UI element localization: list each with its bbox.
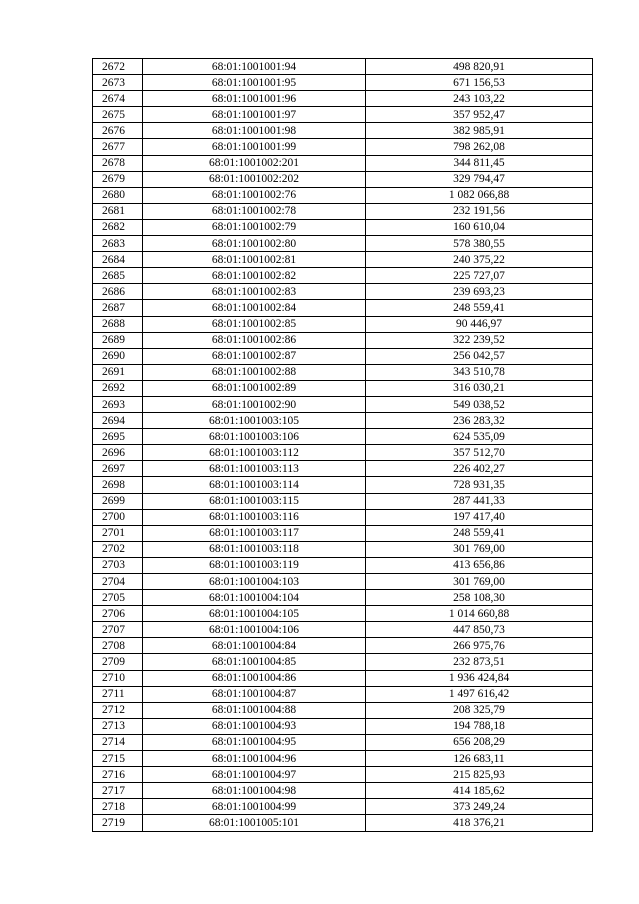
cadastral-value-cell: 343 510,78: [366, 364, 593, 380]
cadastral-number-cell: 68:01:1001002:202: [143, 171, 366, 187]
row-number-cell: 2681: [93, 203, 143, 219]
cadastral-value-cell: 240 375,22: [366, 252, 593, 268]
cadastral-number-cell: 68:01:1001001:95: [143, 75, 366, 91]
table-row: [93, 525, 593, 541]
table-row: [93, 541, 593, 557]
cadastral-number-cell: 68:01:1001004:95: [143, 734, 366, 750]
table-row: [93, 268, 593, 284]
cadastral-number-cell: 68:01:1001004:104: [143, 590, 366, 606]
table-row: [93, 493, 593, 509]
cadastral-number-cell: 68:01:1001002:201: [143, 155, 366, 171]
cadastral-number-cell: 68:01:1001004:103: [143, 574, 366, 590]
row-number-cell: 2719: [93, 815, 143, 831]
cadastral-number-cell: 68:01:1001002:76: [143, 187, 366, 203]
cadastral-number-cell: 68:01:1001002:83: [143, 284, 366, 300]
row-number-cell: 2700: [93, 509, 143, 525]
row-number-cell: 2684: [93, 252, 143, 268]
cadastral-number-cell: 68:01:1001004:96: [143, 751, 366, 767]
table-row: [93, 364, 593, 380]
table-row: [93, 284, 593, 300]
cadastral-value-cell: 322 239,52: [366, 332, 593, 348]
table-row: [93, 670, 593, 686]
cadastral-value-cell: 656 208,29: [366, 734, 593, 750]
cadastral-number-cell: 68:01:1001001:99: [143, 139, 366, 155]
row-number-cell: 2676: [93, 123, 143, 139]
table-row: [93, 171, 593, 187]
cadastral-number-cell: 68:01:1001002:84: [143, 300, 366, 316]
row-number-cell: 2673: [93, 75, 143, 91]
cadastral-value-cell: 498 820,91: [366, 59, 593, 75]
cadastral-value-cell: 160 610,04: [366, 219, 593, 235]
cadastral-value-cell: 197 417,40: [366, 509, 593, 525]
cadastral-value-cell: 549 038,52: [366, 396, 593, 412]
cadastral-value-cell: 329 794,47: [366, 171, 593, 187]
row-number-cell: 2687: [93, 300, 143, 316]
table-row: [93, 139, 593, 155]
table-row: [93, 702, 593, 718]
cadastral-number-cell: 68:01:1001005:101: [143, 815, 366, 831]
cadastral-value-cell: 382 985,91: [366, 123, 593, 139]
cadastral-value-cell: 316 030,21: [366, 380, 593, 396]
cadastral-value-cell: 301 769,00: [366, 574, 593, 590]
table-row: [93, 252, 593, 268]
cadastral-value-cell: 232 191,56: [366, 203, 593, 219]
row-number-cell: 2717: [93, 783, 143, 799]
table-row: [93, 155, 593, 171]
table-row: [93, 332, 593, 348]
table-row: [93, 461, 593, 477]
table-row: [93, 236, 593, 252]
cadastral-number-cell: 68:01:1001003:119: [143, 557, 366, 573]
table-row: [93, 638, 593, 654]
cadastral-value-cell: 266 975,76: [366, 638, 593, 654]
cadastral-number-cell: 68:01:1001004:85: [143, 654, 366, 670]
cadastral-value-cell: 1 014 660,88: [366, 606, 593, 622]
row-number-cell: 2698: [93, 477, 143, 493]
cadastral-value-cell: 287 441,33: [366, 493, 593, 509]
table-row: [93, 686, 593, 702]
cadastral-number-cell: 68:01:1001003:106: [143, 429, 366, 445]
cadastral-value-cell: 1 497 616,42: [366, 686, 593, 702]
row-number-cell: 2716: [93, 767, 143, 783]
cadastral-number-cell: 68:01:1001003:117: [143, 525, 366, 541]
cadastral-number-cell: 68:01:1001003:115: [143, 493, 366, 509]
cadastral-value-cell: 671 156,53: [366, 75, 593, 91]
cadastral-number-cell: 68:01:1001004:99: [143, 799, 366, 815]
table-row: [93, 429, 593, 445]
cadastral-value-cell: 373 249,24: [366, 799, 593, 815]
row-number-cell: 2699: [93, 493, 143, 509]
table-row: [93, 348, 593, 364]
cadastral-value-cell: 248 559,41: [366, 300, 593, 316]
row-number-cell: 2685: [93, 268, 143, 284]
row-number-cell: 2696: [93, 445, 143, 461]
row-number-cell: 2701: [93, 525, 143, 541]
cadastral-number-cell: 68:01:1001001:98: [143, 123, 366, 139]
cadastral-number-cell: 68:01:1001002:80: [143, 236, 366, 252]
table-row: [93, 654, 593, 670]
row-number-cell: 2702: [93, 541, 143, 557]
table-row: [93, 300, 593, 316]
row-number-cell: 2689: [93, 332, 143, 348]
row-number-cell: 2713: [93, 718, 143, 734]
cadastral-value-cell: 248 559,41: [366, 525, 593, 541]
cadastral-number-cell: 68:01:1001001:94: [143, 59, 366, 75]
table-row: [93, 622, 593, 638]
cadastral-number-cell: 68:01:1001003:113: [143, 461, 366, 477]
cadastral-number-cell: 68:01:1001004:106: [143, 622, 366, 638]
row-number-cell: 2691: [93, 364, 143, 380]
cadastral-number-cell: 68:01:1001001:96: [143, 91, 366, 107]
cadastral-number-cell: 68:01:1001003:118: [143, 541, 366, 557]
row-number-cell: 2693: [93, 396, 143, 412]
table-row: [93, 187, 593, 203]
table-row: [93, 445, 593, 461]
table-row: [93, 751, 593, 767]
table-row: [93, 557, 593, 573]
cadastral-number-cell: 68:01:1001001:97: [143, 107, 366, 123]
cadastral-value-cell: 208 325,79: [366, 702, 593, 718]
table-row: [93, 509, 593, 525]
cadastral-number-cell: 68:01:1001004:88: [143, 702, 366, 718]
row-number-cell: 2707: [93, 622, 143, 638]
cadastral-number-cell: 68:01:1001002:78: [143, 203, 366, 219]
cadastral-number-cell: 68:01:1001004:84: [143, 638, 366, 654]
cadastral-value-cell: 239 693,23: [366, 284, 593, 300]
cadastral-number-cell: 68:01:1001003:112: [143, 445, 366, 461]
table-row: [93, 574, 593, 590]
row-number-cell: 2718: [93, 799, 143, 815]
table-row: [93, 219, 593, 235]
row-number-cell: 2686: [93, 284, 143, 300]
cadastral-number-cell: 68:01:1001004:93: [143, 718, 366, 734]
table-row: [93, 718, 593, 734]
cadastral-number-cell: 68:01:1001004:87: [143, 686, 366, 702]
cadastral-value-cell: 126 683,11: [366, 751, 593, 767]
cadastral-value-cell: 418 376,21: [366, 815, 593, 831]
cadastral-value-cell: 344 811,45: [366, 155, 593, 171]
table-row: [93, 203, 593, 219]
table-row: [93, 380, 593, 396]
row-number-cell: 2704: [93, 574, 143, 590]
table-row: [93, 734, 593, 750]
cadastral-value-cell: 194 788,18: [366, 718, 593, 734]
cadastral-value-cell: 578 380,55: [366, 236, 593, 252]
table-row: [93, 107, 593, 123]
table-row: [93, 413, 593, 429]
row-number-cell: 2690: [93, 348, 143, 364]
cadastral-value-cell: 256 042,57: [366, 348, 593, 364]
cadastral-value-cell: 215 825,93: [366, 767, 593, 783]
row-number-cell: 2709: [93, 654, 143, 670]
table-row: [93, 606, 593, 622]
cadastral-number-cell: 68:01:1001004:86: [143, 670, 366, 686]
cadastral-value-cell: 232 873,51: [366, 654, 593, 670]
table-row: [93, 75, 593, 91]
row-number-cell: 2706: [93, 606, 143, 622]
row-number-cell: 2714: [93, 734, 143, 750]
table-row: [93, 316, 593, 332]
row-number-cell: 2680: [93, 187, 143, 203]
cadastral-number-cell: 68:01:1001004:105: [143, 606, 366, 622]
cadastral-value-cell: 1 082 066,88: [366, 187, 593, 203]
cadastral-value-cell: 413 656,86: [366, 557, 593, 573]
row-number-cell: 2692: [93, 380, 143, 396]
row-number-cell: 2695: [93, 429, 143, 445]
row-number-cell: 2712: [93, 702, 143, 718]
row-number-cell: 2711: [93, 686, 143, 702]
row-number-cell: 2697: [93, 461, 143, 477]
row-number-cell: 2694: [93, 413, 143, 429]
cadastral-value-cell: 414 185,62: [366, 783, 593, 799]
cadastral-value-cell: 798 262,08: [366, 139, 593, 155]
table-row: [93, 799, 593, 815]
cadastral-number-cell: 68:01:1001002:88: [143, 364, 366, 380]
row-number-cell: 2677: [93, 139, 143, 155]
row-number-cell: 2672: [93, 59, 143, 75]
cadastral-value-table: [92, 58, 593, 832]
cadastral-number-cell: 68:01:1001003:116: [143, 509, 366, 525]
row-number-cell: 2682: [93, 219, 143, 235]
cadastral-value-cell: 447 850,73: [366, 622, 593, 638]
cadastral-number-cell: 68:01:1001003:114: [143, 477, 366, 493]
table-row: [93, 396, 593, 412]
table-body: [93, 59, 593, 832]
row-number-cell: 2683: [93, 236, 143, 252]
cadastral-number-cell: 68:01:1001002:79: [143, 219, 366, 235]
cadastral-number-cell: 68:01:1001003:105: [143, 413, 366, 429]
cadastral-value-cell: 90 446,97: [366, 316, 593, 332]
table-row: [93, 123, 593, 139]
cadastral-value-cell: 236 283,32: [366, 413, 593, 429]
cadastral-value-cell: 624 535,09: [366, 429, 593, 445]
cadastral-number-cell: 68:01:1001002:81: [143, 252, 366, 268]
table-row: [93, 59, 593, 75]
table-row: [93, 767, 593, 783]
row-number-cell: 2710: [93, 670, 143, 686]
cadastral-value-cell: 357 512,70: [366, 445, 593, 461]
cadastral-value-cell: 357 952,47: [366, 107, 593, 123]
cadastral-number-cell: 68:01:1001002:85: [143, 316, 366, 332]
cadastral-number-cell: 68:01:1001004:98: [143, 783, 366, 799]
cadastral-value-cell: 301 769,00: [366, 541, 593, 557]
row-number-cell: 2708: [93, 638, 143, 654]
row-number-cell: 2705: [93, 590, 143, 606]
row-number-cell: 2715: [93, 751, 143, 767]
table-row: [93, 91, 593, 107]
cadastral-value-cell: 226 402,27: [366, 461, 593, 477]
table-row: [93, 783, 593, 799]
cadastral-value-cell: 225 727,07: [366, 268, 593, 284]
table-row: [93, 815, 593, 831]
cadastral-value-cell: 728 931,35: [366, 477, 593, 493]
row-number-cell: 2675: [93, 107, 143, 123]
row-number-cell: 2703: [93, 557, 143, 573]
row-number-cell: 2679: [93, 171, 143, 187]
table-row: [93, 477, 593, 493]
row-number-cell: 2674: [93, 91, 143, 107]
table-row: [93, 590, 593, 606]
row-number-cell: 2678: [93, 155, 143, 171]
cadastral-number-cell: 68:01:1001002:89: [143, 380, 366, 396]
cadastral-value-cell: 243 103,22: [366, 91, 593, 107]
cadastral-number-cell: 68:01:1001002:86: [143, 332, 366, 348]
cadastral-value-cell: 258 108,30: [366, 590, 593, 606]
cadastral-number-cell: 68:01:1001002:90: [143, 396, 366, 412]
cadastral-number-cell: 68:01:1001004:97: [143, 767, 366, 783]
cadastral-number-cell: 68:01:1001002:87: [143, 348, 366, 364]
row-number-cell: 2688: [93, 316, 143, 332]
cadastral-value-cell: 1 936 424,84: [366, 670, 593, 686]
cadastral-number-cell: 68:01:1001002:82: [143, 268, 366, 284]
